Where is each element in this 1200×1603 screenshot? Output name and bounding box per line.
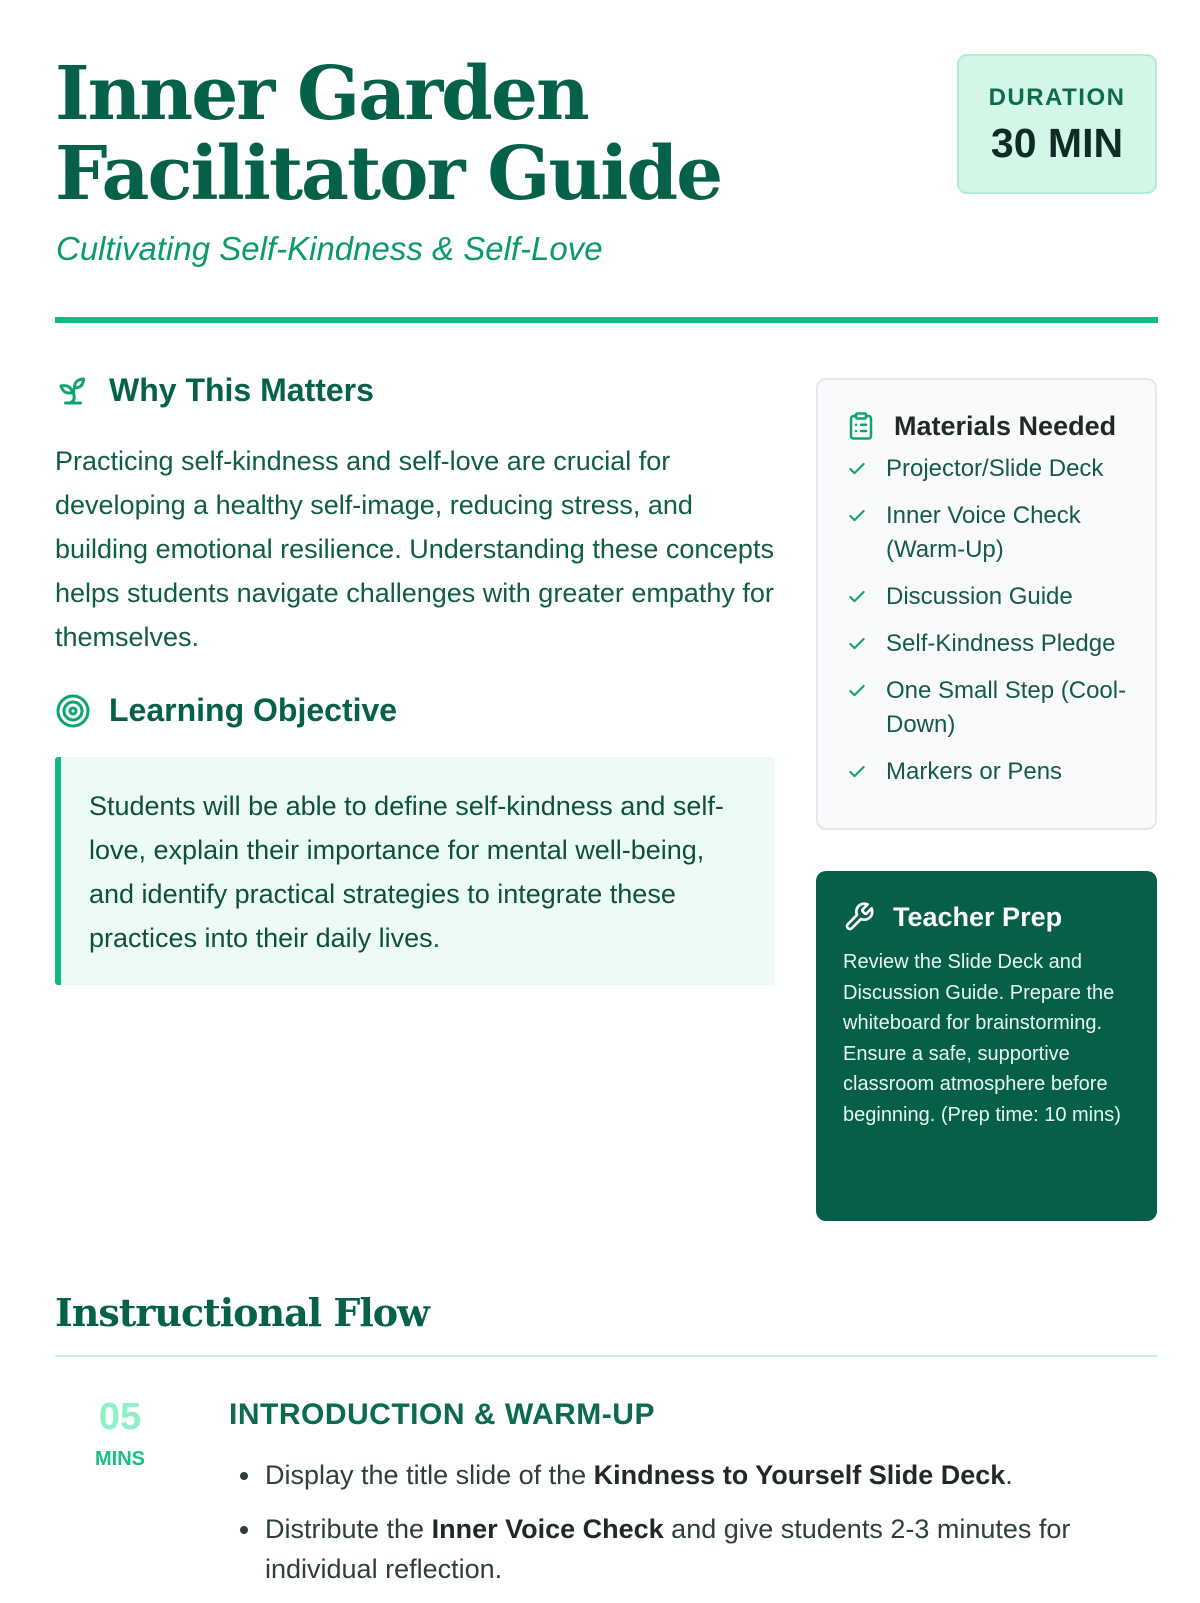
check-icon	[846, 499, 886, 526]
header-divider	[55, 317, 1158, 323]
material-item	[846, 627, 1131, 661]
material-item-label: One Small Step (Cool-Down)	[886, 677, 1127, 738]
material-item	[846, 755, 1131, 789]
materials-list	[846, 452, 1131, 789]
bullet-text: .	[1005, 1460, 1013, 1490]
step-bullets	[233, 1455, 1163, 1603]
bullet-bold-text: Kindness to Yourself Slide Deck	[593, 1460, 1006, 1490]
materials-card	[816, 378, 1157, 830]
material-item	[846, 674, 1131, 742]
duration-label: DURATION	[988, 84, 1126, 111]
step-title: INTRODUCTION & WARM-UP	[229, 1398, 655, 1431]
objective-callout: Students will be able to define self-kindness and self-love, explain their importance for mental well-being, and identify practical strategies to integrate these practices into their daily lives.	[55, 757, 775, 985]
check-icon	[846, 755, 886, 782]
why-body: Practicing self-kindness and self-love are crucial for developing a healthy self-image, reducing stress, and building emotional resilience. Understanding these concepts helps students navigate challenges with greater empathy for themselves.	[55, 446, 774, 652]
page-title	[55, 51, 875, 217]
check-icon	[846, 674, 886, 701]
material-item-label: Projector/Slide Deck	[886, 455, 1104, 482]
step-bullet	[263, 1455, 1163, 1495]
sprout-icon	[55, 373, 91, 409]
duration-value: 30 MIN	[990, 120, 1124, 166]
material-item	[846, 580, 1131, 614]
objective-heading-text: Learning Objective	[109, 692, 398, 728]
materials-heading	[846, 410, 1131, 442]
prep-heading	[843, 901, 1131, 933]
page-subtitle: Cultivating Self-Kindness & Self-Love	[56, 230, 603, 267]
check-icon	[846, 580, 886, 607]
title-line-1: Inner Garden	[55, 51, 588, 137]
check-icon	[846, 452, 886, 479]
flow-divider	[55, 1355, 1158, 1357]
title-line-2: Facilitator Guide	[55, 131, 722, 217]
bullet-bold-text: Inner Voice Check	[431, 1514, 664, 1544]
wrench-icon	[843, 901, 875, 933]
teacher-prep-card	[816, 871, 1157, 1221]
why-heading-text: Why This Matters	[109, 372, 374, 408]
material-item	[846, 452, 1131, 486]
bullet-text: Display the title slide of the	[265, 1460, 594, 1490]
target-icon	[55, 693, 91, 729]
flow-heading: Instructional Flow	[55, 1290, 429, 1335]
why-heading	[55, 372, 374, 409]
step-bullet	[263, 1509, 1163, 1589]
step-duration-number: 05	[98, 1396, 142, 1438]
material-item	[846, 499, 1131, 567]
prep-heading-text: Teacher Prep	[893, 901, 1063, 932]
clipboard-icon	[846, 410, 876, 442]
material-item-label: Markers or Pens	[886, 758, 1063, 785]
check-icon	[846, 627, 886, 654]
prep-body: Review the Slide Deck and Discussion Guide. Prepare the whiteboard for brainstorming. Ensure a safe, supportive classroom atmosphere before beginning. (Prep time: 10 mins)	[843, 951, 1121, 1126]
duration-badge	[957, 54, 1157, 194]
step-duration-unit: MINS	[95, 1448, 145, 1470]
objective-heading	[55, 692, 397, 729]
material-item-label: Discussion Guide	[886, 583, 1073, 610]
bullet-text: and give students 2-3 minutes for individual reflection.	[265, 1514, 1071, 1584]
material-item-label: Inner Voice Check (Warm-Up)	[886, 502, 1081, 563]
bullet-text: Distribute the	[265, 1514, 432, 1544]
materials-heading-text: Materials Needed	[894, 410, 1117, 441]
material-item-label: Self-Kindness Pledge	[886, 630, 1116, 657]
